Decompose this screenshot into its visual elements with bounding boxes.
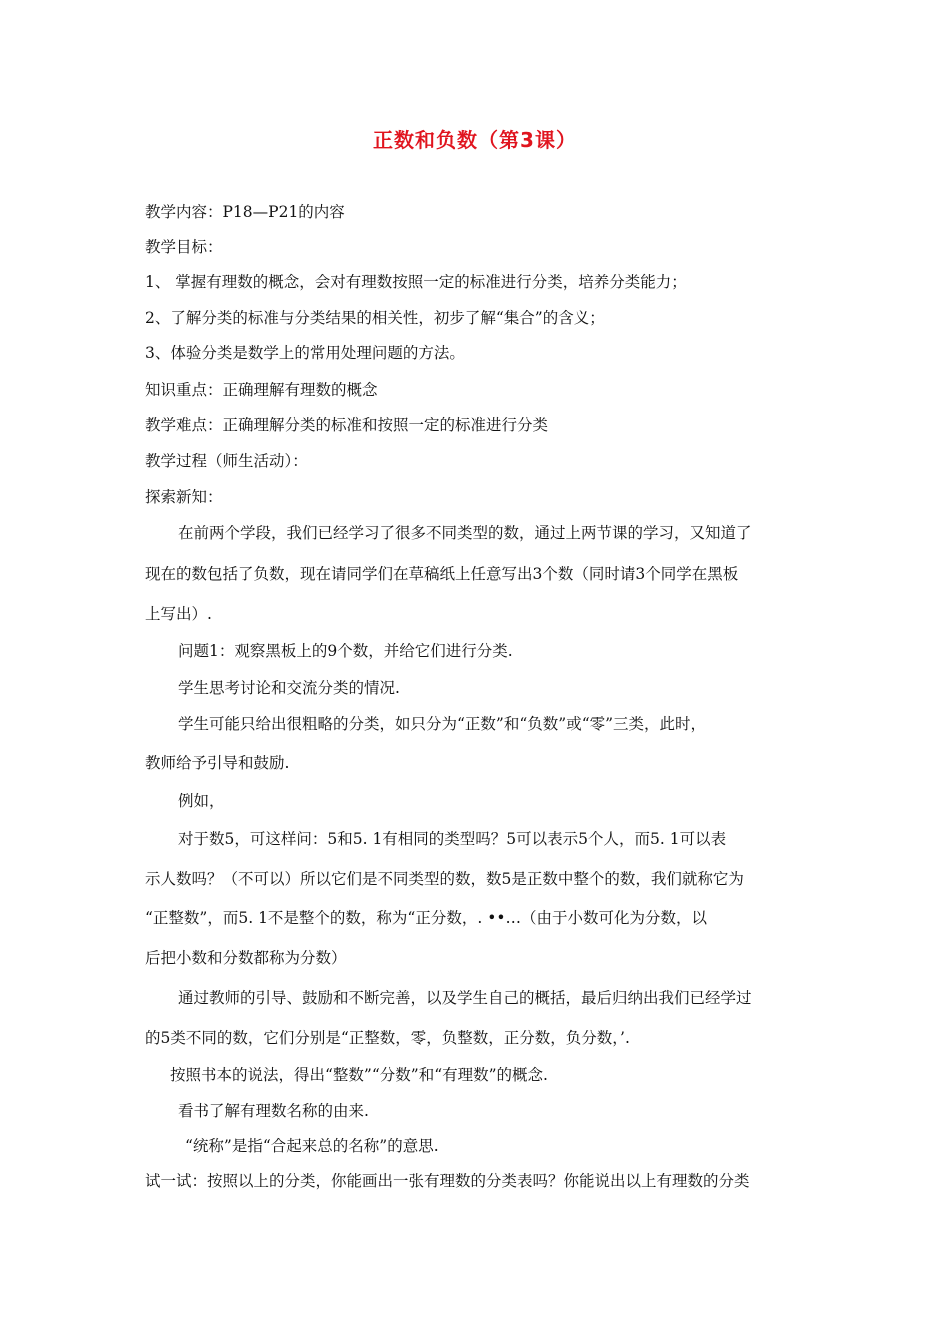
paragraph-line: 学生思考讨论和交流分类的情况. bbox=[178, 679, 400, 697]
paragraph-line: 对于数5，可这样问：5和5. 1有相同的类型吗？5可以表示5个人，而5. 1可以表 bbox=[178, 830, 727, 848]
paragraph-line: 后把小数和分数都称为分数） bbox=[145, 949, 347, 967]
paragraph-line: 示人数吗？（不可以）所以它们是不同类型的数，数5是正数中整个的数，我们就称它为 bbox=[145, 870, 744, 888]
goal-item-1: 1、 掌握有理数的概念，会对有理数按照一定的标准进行分类，培养分类能力； bbox=[145, 273, 687, 291]
paragraph-line: 通过教师的引导、鼓励和不断完善，以及学生自己的概括，最后归纳出我们已经学过 bbox=[178, 989, 752, 1007]
paragraph-line: 看书了解有理数名称的由来. bbox=[178, 1102, 369, 1120]
paragraph-line: 教师给予引导和鼓励. bbox=[145, 754, 290, 772]
document-title: 正数和负数（第3课） bbox=[373, 128, 577, 152]
teaching-content-line: 教学内容：P18—P21的内容 bbox=[145, 203, 345, 221]
goal-item-2: 2、了解分类的标准与分类结果的相关性，初步了解“集合”的含义； bbox=[145, 309, 605, 327]
example-heading: 例如， bbox=[178, 792, 225, 810]
paragraph-line: 现在的数包括了负数，现在请同学们在草稿纸上任意写出3个数（同时请3个同学在黑板 bbox=[145, 565, 739, 583]
key-point-line: 知识重点：正确理解有理数的概念 bbox=[145, 381, 378, 399]
paragraph-line: 学生可能只给出很粗略的分类，如只分为“正数”和“负数”或“零”三类，此时， bbox=[178, 715, 707, 733]
try-it-line: 试一试：按照以上的分类，你能画出一张有理数的分类表吗？你能说出以上有理数的分类 bbox=[145, 1172, 750, 1190]
paragraph-line: 上写出）. bbox=[145, 605, 212, 623]
paragraph-line: “正整数”，而5. 1不是整个的数，称为“正分数，. ••…（由于小数可化为分数，以 bbox=[145, 909, 707, 927]
paragraph-line: 按照书本的说法，得出“整数”“分数”和“有理数”的概念. bbox=[170, 1066, 548, 1084]
difficulty-line: 教学难点：正确理解分类的标准和按照一定的标准进行分类 bbox=[145, 416, 549, 434]
teaching-goals-heading: 教学目标： bbox=[145, 238, 223, 256]
paragraph-line: “统称”是指“合起来总的名称”的意思. bbox=[185, 1137, 439, 1155]
paragraph-line: 在前两个学段，我们已经学习了很多不同类型的数，通过上两节课的学习，又知道了 bbox=[178, 524, 752, 542]
explore-heading: 探索新知： bbox=[145, 488, 223, 506]
question-1-line: 问题1：观察黑板上的9个数，并给它们进行分类. bbox=[178, 642, 513, 660]
process-heading: 教学过程（师生活动）： bbox=[145, 452, 308, 470]
paragraph-line: 的5类不同的数，它们分别是“正整数，零，负整数，正分数，负分数，’. bbox=[145, 1029, 630, 1047]
goal-item-3: 3、体验分类是数学上的常用处理问题的方法。 bbox=[145, 344, 465, 362]
